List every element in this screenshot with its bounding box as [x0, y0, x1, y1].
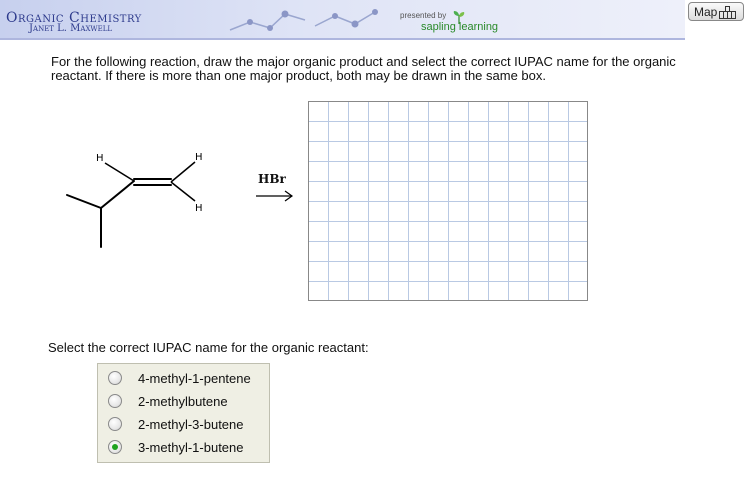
iupac-options — [97, 363, 270, 463]
option-label: 3-methyl-1-butene — [138, 440, 244, 455]
option-3-methyl-1-butene[interactable] — [98, 436, 269, 458]
bond-h-c2 — [105, 163, 134, 181]
option-label: 4-methyl-1-pentene — [138, 371, 251, 386]
reaction-arrow-icon — [255, 189, 295, 203]
bond-h-top — [171, 162, 195, 182]
iupac-prompt: Select the correct IUPAC name for the organic reactant: — [48, 340, 369, 355]
option-2-methyl-3-butene[interactable] — [98, 413, 269, 435]
bond-methyl-left — [67, 195, 101, 208]
bond-ch-c2 — [101, 181, 134, 208]
drawing-canvas[interactable] — [308, 101, 588, 301]
author-name: Janet L. Maxwell — [29, 23, 113, 34]
bond-h-bottom — [171, 182, 195, 201]
atom-label-h2: H — [195, 152, 203, 163]
radio-button[interactable] — [108, 440, 122, 454]
option-label: 2-methyl-3-butene — [138, 417, 244, 432]
course-title: Organic Chemistry — [6, 10, 142, 26]
sapling-learning-logo: sapling learning — [421, 21, 499, 33]
reagent-label: HBr — [258, 172, 286, 186]
molecule-decoration-icon — [225, 2, 385, 36]
periodic-table-icon — [719, 6, 739, 19]
radio-button[interactable] — [108, 394, 122, 408]
header-banner — [0, 0, 685, 40]
presented-by-label: presented by — [400, 11, 447, 20]
atom-label-h1: H — [96, 153, 104, 164]
question-text: For the following reaction, draw the major organic product and select the correct IUPAC name for the organic reactant. If there is more than one major product, both may be drawn in the same box. — [51, 54, 676, 83]
map-button[interactable] — [688, 2, 744, 21]
radio-button[interactable] — [108, 371, 122, 385]
option-2-methylbutene[interactable] — [98, 390, 269, 412]
option-4-methyl-1-pentene[interactable] — [98, 367, 269, 389]
radio-button[interactable] — [108, 417, 122, 431]
reactant-structure — [60, 148, 230, 258]
map-button-label: Map — [694, 5, 718, 19]
atom-label-h3: H — [195, 203, 203, 214]
option-label: 2-methylbutene — [138, 394, 228, 409]
